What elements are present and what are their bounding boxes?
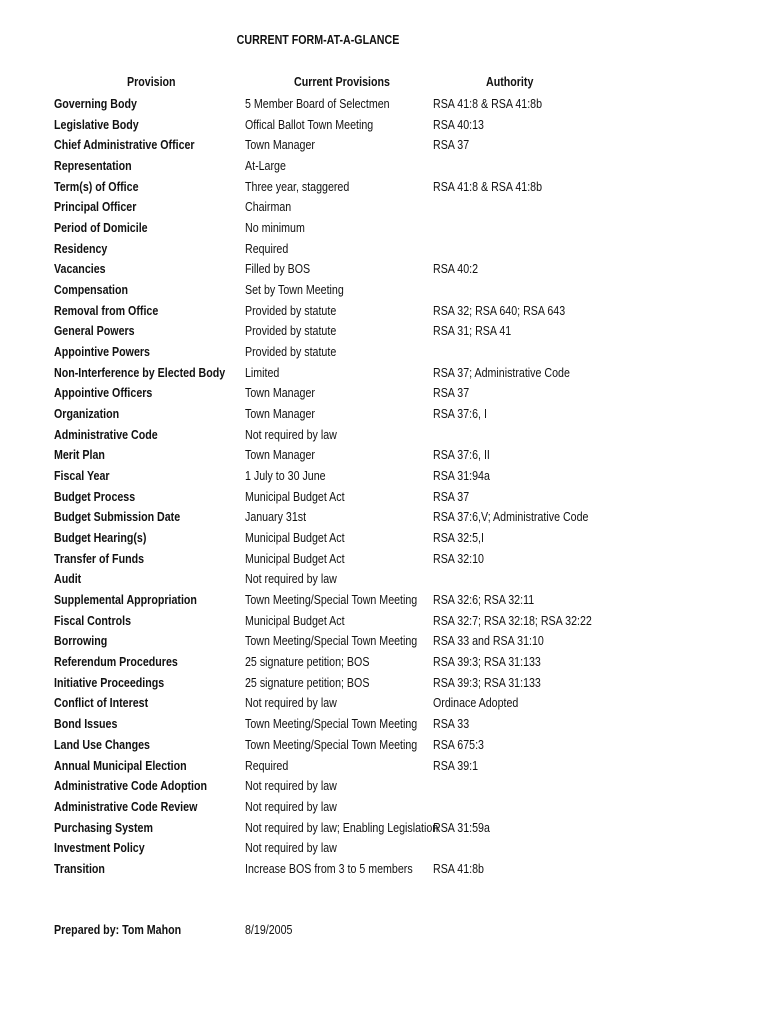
provision-cell: Governing Body (54, 96, 137, 111)
table-row (0, 797, 770, 818)
provision-cell: Land Use Changes (54, 736, 150, 752)
current-provision-cell: Not required by law (245, 840, 337, 856)
provision-cell: Administrative Code (54, 426, 158, 442)
current-provision-cell: 1 July to 30 June (245, 468, 326, 484)
table-row (0, 280, 770, 301)
current-provision-cell: Provided by statute (245, 344, 337, 360)
table-row (0, 466, 770, 487)
authority-cell: RSA 31:59a (433, 819, 490, 835)
provision-cell: Budget Process (54, 488, 136, 504)
current-provision-cell: Provided by statute (245, 302, 337, 318)
current-provision-cell: Town Manager (245, 385, 315, 401)
current-provision-cell: Municipal Budget Act (245, 488, 345, 504)
authority-cell: RSA 39:3; RSA 31:133 (433, 654, 541, 670)
table-row (0, 838, 770, 859)
current-provision-cell: Not required by law (245, 798, 337, 814)
provision-cell: Borrowing (54, 633, 108, 649)
provision-cell: General Powers (54, 323, 135, 339)
provision-cell: Organization (54, 406, 120, 422)
table-row (0, 714, 770, 735)
table-row (0, 631, 770, 652)
current-provision-cell: Required (245, 757, 289, 773)
table-row (0, 756, 770, 777)
authority-cell: RSA 37:6, I (433, 406, 487, 422)
current-provision-cell: Town Meeting/Special Town Meeting (245, 716, 418, 732)
provision-cell: Administrative Code Review (54, 798, 198, 814)
table-row (0, 818, 770, 839)
provision-cell: Period of Domicile (54, 220, 148, 236)
header-provision: Provision (127, 74, 176, 89)
provision-cell: Conflict of Interest (54, 695, 149, 711)
table-row (0, 301, 770, 322)
table-row (0, 735, 770, 756)
current-provision-cell: At-Large (245, 158, 286, 174)
table-row (0, 115, 770, 136)
provision-cell: Principal Officer (54, 199, 137, 215)
authority-cell: RSA 37:6,V; Administrative Code (433, 509, 589, 525)
provision-cell: Transition (54, 860, 105, 876)
current-provision-cell: Town Meeting/Special Town Meeting (245, 633, 418, 649)
authority-cell: RSA 40:2 (433, 261, 479, 277)
current-provision-cell: Filled by BOS (245, 261, 311, 277)
authority-cell: RSA 37; Administrative Code (433, 364, 570, 380)
provision-cell: Representation (54, 158, 132, 174)
table-row (0, 135, 770, 156)
provision-cell: Investment Policy (54, 840, 145, 856)
current-provision-cell: Not required by law; Enabling Legislation (245, 819, 439, 835)
current-provision-cell: Limited (245, 364, 280, 380)
table-row (0, 177, 770, 198)
current-provision-cell: Required (245, 240, 289, 256)
prepared-date: 8/19/2005 (245, 922, 293, 937)
provision-cell: Fiscal Controls (54, 612, 132, 628)
authority-cell: RSA 37:6, II (433, 447, 490, 463)
current-provision-cell: Chairman (245, 199, 292, 215)
table-row (0, 673, 770, 694)
table-row (0, 383, 770, 404)
provision-cell: Budget Hearing(s) (54, 530, 147, 546)
table-row (0, 363, 770, 384)
authority-cell: RSA 40:13 (433, 116, 484, 132)
provision-cell: Term(s) of Office (54, 178, 139, 194)
current-provision-cell: Town Manager (245, 137, 315, 153)
current-provision-cell: Town Meeting/Special Town Meeting (245, 736, 418, 752)
current-provision-cell: Town Meeting/Special Town Meeting (245, 592, 418, 608)
provision-cell: Audit (54, 571, 82, 587)
table-row (0, 776, 770, 797)
current-provision-cell: Not required by law (245, 571, 337, 587)
table-row (0, 404, 770, 425)
provision-cell: Initiative Proceedings (54, 674, 165, 690)
provision-cell: Referendum Procedures (54, 654, 178, 670)
authority-cell: RSA 41:8 & RSA 41:8b (433, 96, 543, 111)
authority-cell: RSA 41:8 & RSA 41:8b (433, 178, 543, 194)
header-current-provisions: Current Provisions (294, 74, 390, 89)
authority-cell: RSA 39:3; RSA 31:133 (433, 674, 541, 690)
current-provision-cell: Town Manager (245, 406, 315, 422)
table-row (0, 94, 770, 115)
provision-cell: Merit Plan (54, 447, 105, 463)
current-provision-cell: Offical Ballot Town Meeting (245, 116, 374, 132)
authority-cell: RSA 39:1 (433, 757, 479, 773)
table-row (0, 549, 770, 570)
header-authority: Authority (486, 74, 534, 89)
authority-cell: RSA 31; RSA 41 (433, 323, 512, 339)
current-provision-cell: 5 Member Board of Selectmen (245, 96, 390, 111)
table-row (0, 859, 770, 880)
provisions-table (0, 94, 770, 880)
table-row (0, 652, 770, 673)
table-row (0, 611, 770, 632)
provision-cell: Residency (54, 240, 108, 256)
current-provision-cell: Set by Town Meeting (245, 282, 344, 298)
provision-cell: Compensation (54, 282, 129, 298)
authority-cell: RSA 41:8b (433, 860, 484, 876)
provision-cell: Budget Submission Date (54, 509, 181, 525)
current-provision-cell: January 31st (245, 509, 307, 525)
provision-cell: Fiscal Year (54, 468, 110, 484)
provision-cell: Annual Municipal Election (54, 757, 187, 773)
authority-cell: RSA 32:7; RSA 32:18; RSA 32:22 (433, 612, 592, 628)
provision-cell: Non-Interference by Elected Body (54, 364, 226, 380)
current-provision-cell: No minimum (245, 220, 305, 236)
current-provision-cell: Not required by law (245, 778, 337, 794)
provision-cell: Purchasing System (54, 819, 153, 835)
provision-cell: Supplemental Appropriation (54, 592, 197, 608)
provision-cell: Chief Administrative Officer (54, 137, 195, 153)
table-row (0, 693, 770, 714)
provision-cell: Transfer of Funds (54, 550, 145, 566)
current-provision-cell: 25 signature petition; BOS (245, 654, 370, 670)
current-provision-cell: Increase BOS from 3 to 5 members (245, 860, 413, 876)
table-row (0, 487, 770, 508)
prepared-by: Prepared by: Tom Mahon (54, 922, 182, 937)
table-row (0, 445, 770, 466)
authority-cell: RSA 37 (433, 137, 470, 153)
provision-cell: Removal from Office (54, 302, 159, 318)
table-row (0, 425, 770, 446)
provision-cell: Appointive Officers (54, 385, 153, 401)
authority-cell: Ordinace Adopted (433, 695, 519, 711)
current-provision-cell: Provided by statute (245, 323, 337, 339)
current-provision-cell: Not required by law (245, 695, 337, 711)
provision-cell: Appointive Powers (54, 344, 150, 360)
document-title: CURRENT FORM-AT-A-GLANCE (236, 32, 400, 47)
footer (0, 920, 770, 940)
table-row (0, 321, 770, 342)
table-row (0, 239, 770, 260)
provision-cell: Bond Issues (54, 716, 118, 732)
provision-cell: Administrative Code Adoption (54, 778, 207, 794)
current-provision-cell: Municipal Budget Act (245, 550, 345, 566)
provision-cell: Vacancies (54, 261, 106, 277)
table-row (0, 507, 770, 528)
current-provision-cell: 25 signature petition; BOS (245, 674, 370, 690)
table-row (0, 259, 770, 280)
authority-cell: RSA 31:94a (433, 468, 490, 484)
table-row (0, 528, 770, 549)
authority-cell: RSA 675:3 (433, 736, 484, 752)
authority-cell: RSA 32; RSA 640; RSA 643 (433, 302, 566, 318)
table-row (0, 218, 770, 239)
column-headers (0, 74, 770, 92)
authority-cell: RSA 32:5,I (433, 530, 484, 546)
current-provision-cell: Municipal Budget Act (245, 530, 345, 546)
authority-cell: RSA 32:6; RSA 32:11 (433, 592, 535, 608)
table-row (0, 197, 770, 218)
table-row (0, 569, 770, 590)
current-provision-cell: Not required by law (245, 426, 337, 442)
current-provision-cell: Town Manager (245, 447, 315, 463)
authority-cell: RSA 37 (433, 385, 470, 401)
current-provision-cell: Municipal Budget Act (245, 612, 345, 628)
table-row (0, 342, 770, 363)
table-row (0, 156, 770, 177)
provision-cell: Legislative Body (54, 116, 139, 132)
table-row (0, 590, 770, 611)
authority-cell: RSA 37 (433, 488, 470, 504)
authority-cell: RSA 32:10 (433, 550, 484, 566)
current-provision-cell: Three year, staggered (245, 178, 350, 194)
authority-cell: RSA 33 (433, 716, 470, 732)
authority-cell: RSA 33 and RSA 31:10 (433, 633, 544, 649)
